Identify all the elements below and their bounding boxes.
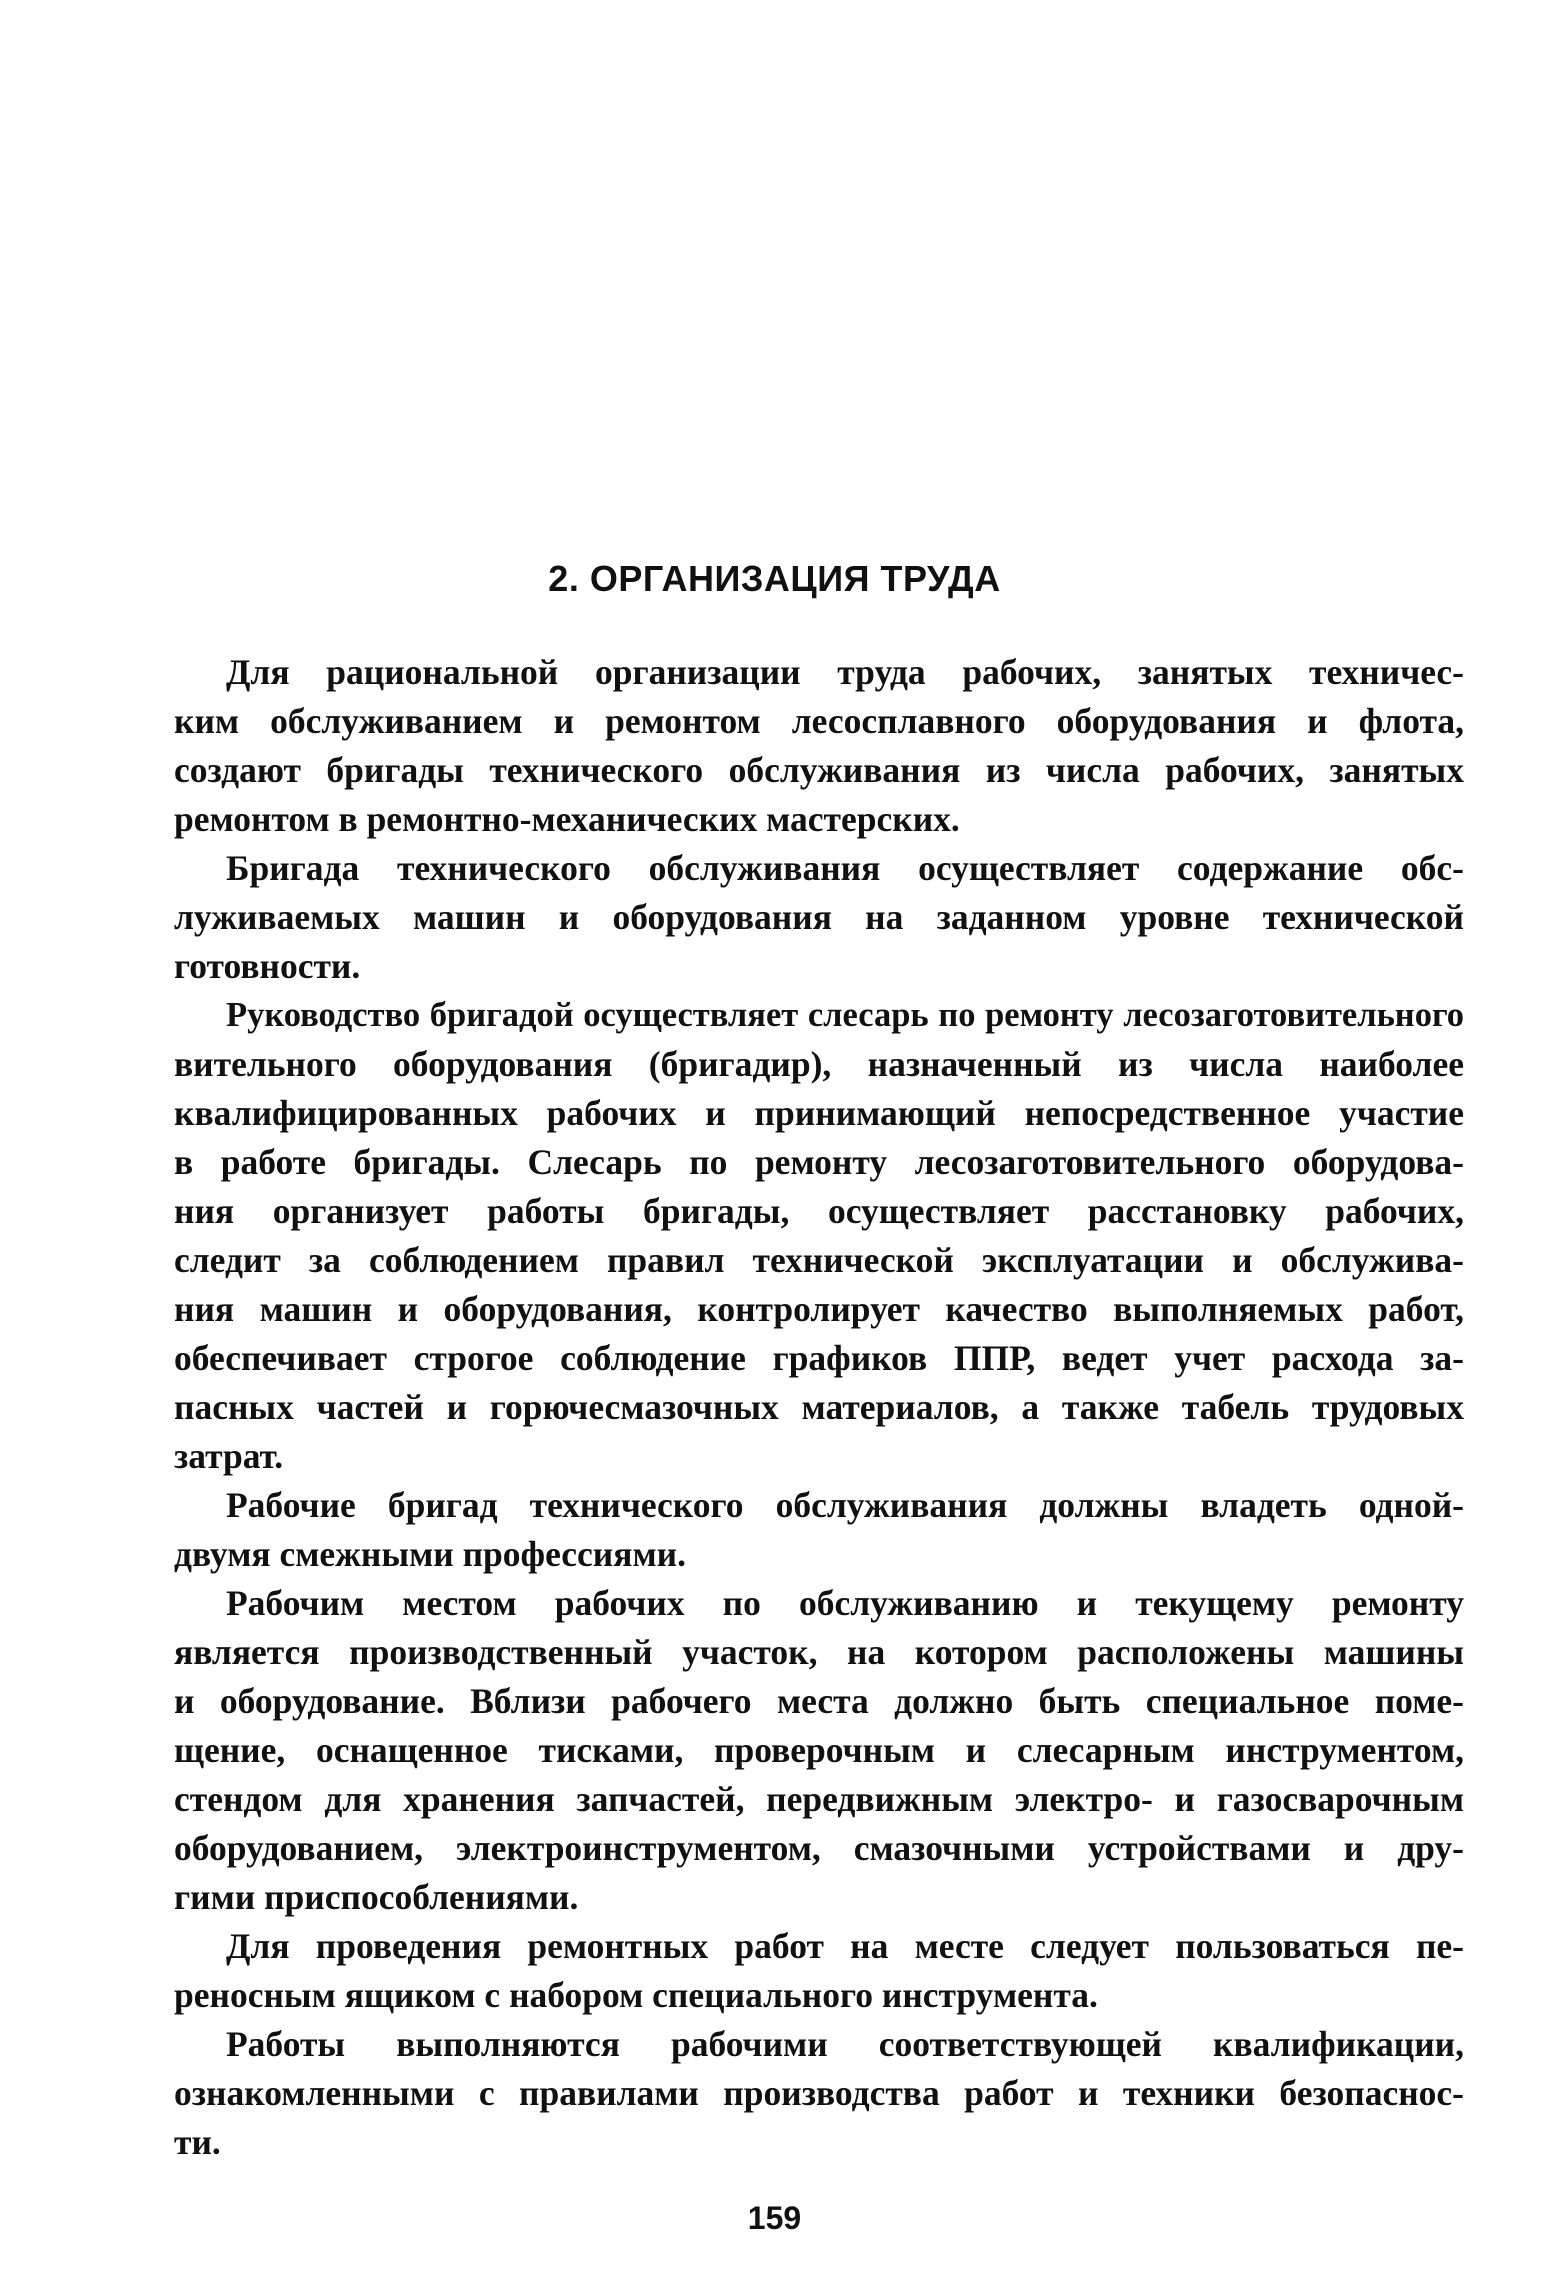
text-line: гими приспособлениями. (174, 1877, 579, 1917)
text-line: Для рациональной организации труда рабочих, занятых техничес- (226, 652, 1464, 692)
text-line: ремонтом в ремонтно-механических мастерских. (174, 799, 960, 839)
paragraph-6 (174, 1922, 1464, 2020)
text-line: Для проведения ремонтных работ на месте следует пользоваться пе- (226, 1926, 1464, 1966)
text-line: Руководство бригадой осуществляет слесарь по ремонту лесозаготовительного (226, 996, 1464, 1034)
text-line: следит за соблюдением правил технической эксплуатации и обслужива- (174, 1240, 1464, 1280)
text-line: Рабочим местом рабочих по обслуживанию и текущему ремонту (226, 1583, 1464, 1623)
body-text (174, 648, 1464, 2167)
paragraph-1 (174, 648, 1464, 844)
text-line: пасных частей и горючесмазочных материалов, а также табель трудовых (174, 1387, 1464, 1427)
text-line: создают бригады технического обслуживания из числа рабочих, занятых (174, 750, 1464, 790)
text-line: оборудованием, электроинструментом, смазочными устройствами и дру- (174, 1828, 1464, 1868)
text-line: ния машин и оборудования, контролирует качество выполняемых работ, (174, 1289, 1464, 1329)
text-line: луживаемых машин и оборудования на заданном уровне технической (174, 897, 1464, 937)
paragraph-2 (174, 844, 1464, 991)
paragraph-7 (174, 2020, 1464, 2167)
text-line: ния организует работы бригады, осуществляет расстановку рабочих, (174, 1191, 1464, 1231)
paragraph-5 (174, 1579, 1464, 1922)
text-line: реносным ящиком с набором специального инструмента. (174, 1975, 1098, 2015)
text-line: вительного оборудования (бригадир), назначенный из числа наиболее (174, 1044, 1464, 1084)
paragraph-4 (174, 1481, 1464, 1579)
text-line: двумя смежными профессиями. (174, 1534, 686, 1574)
text-line: затрат. (174, 1436, 284, 1476)
text-line: Рабочие бригад технического обслуживания должны владеть одной- (226, 1485, 1464, 1525)
section-heading: 2. ОРГАНИЗАЦИЯ ТРУДА (548, 558, 1001, 599)
text-line: Бригада технического обслуживания осуществляет содержание обс- (226, 848, 1464, 888)
text-line: квалифицированных рабочих и принимающий непосредственное участие (174, 1093, 1464, 1133)
text-line: обеспечивает строгое соблюдение графиков ППР, ведет учет расхода за- (174, 1338, 1464, 1378)
text-line: ким обслуживанием и ремонтом лесосплавного оборудования и флота, (174, 701, 1464, 741)
text-line: в работе бригады. Слесарь по ремонту лесозаготовительного оборудова- (174, 1142, 1464, 1182)
text-line: готовности. (174, 946, 361, 986)
text-line: ознакомленными с правилами производства работ и техники безопаснос- (174, 2073, 1464, 2113)
text-line: Работы выполняются рабочими соответствующей квалификации, (226, 2024, 1464, 2064)
text-line: стендом для хранения запчастей, передвижным электро- и газосварочным (174, 1779, 1464, 1819)
paragraph-3 (174, 991, 1464, 1481)
text-line: является производственный участок, на котором расположены машины (174, 1632, 1464, 1672)
page-number: 159 (747, 2200, 802, 2236)
text-line: ти. (174, 2122, 221, 2162)
text-line: и оборудование. Вблизи рабочего места должно быть специальное поме- (174, 1681, 1464, 1721)
text-line: щение, оснащенное тисками, проверочным и слесарным инструментом, (174, 1730, 1464, 1770)
